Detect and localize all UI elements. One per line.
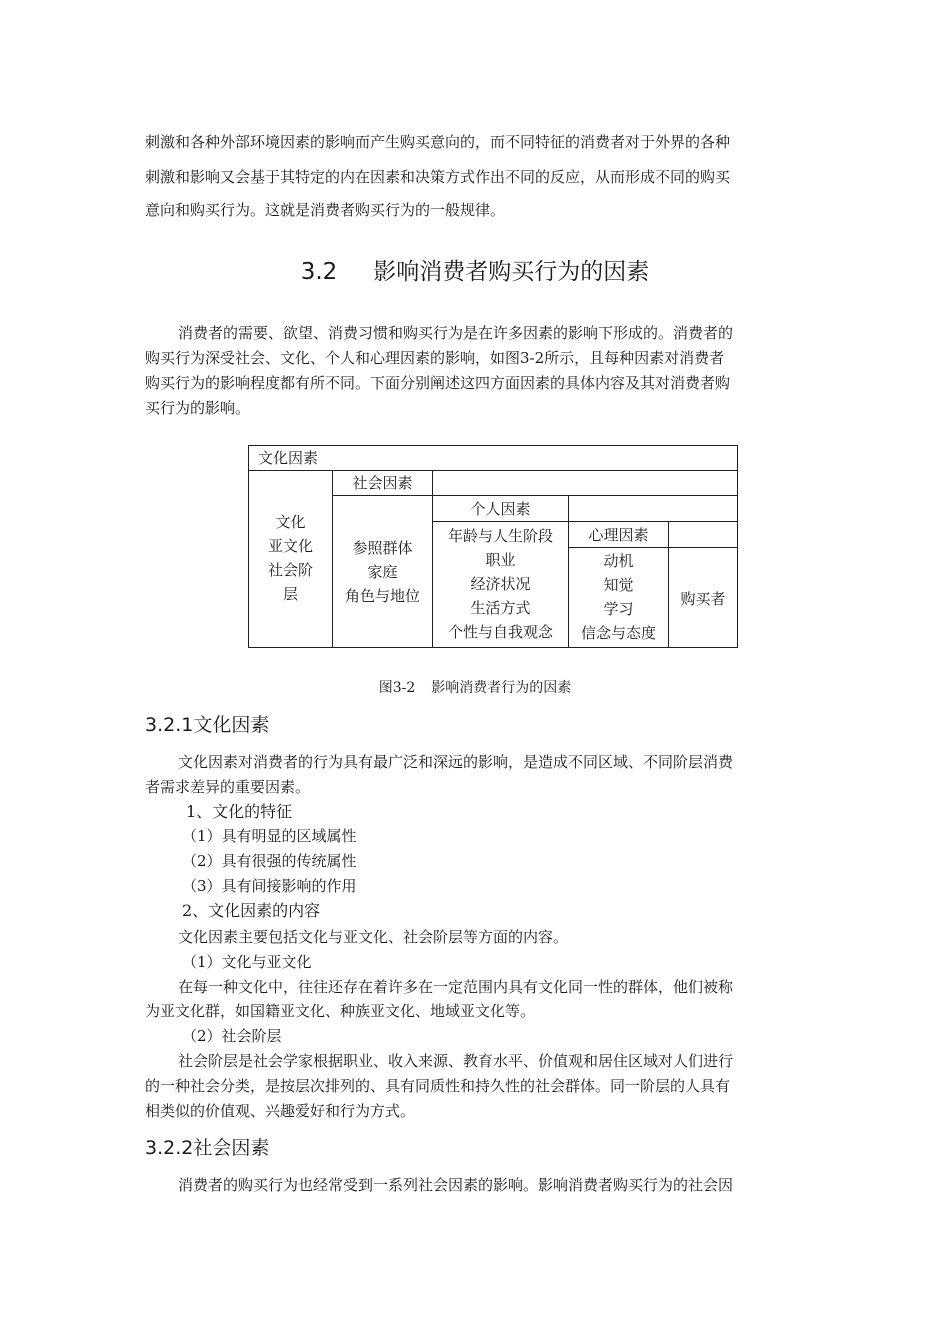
- social-header-cell: [332, 470, 433, 496]
- heading-3-2-1: 3.2.1文化因素: [145, 714, 270, 736]
- section-para-line-1: 消费者的需要、欲望、消费习惯和购买行为是在许多因素的影响下形成的。消费者的: [178, 324, 734, 342]
- section-number: 3.2: [300, 259, 338, 285]
- subsection-1-line-1: 在每一种文化中，往往还存在着许多在一定范围内具有文化同一性的群体，他们被称: [178, 978, 734, 996]
- personal-box: [432, 495, 738, 648]
- culture-header-row: [248, 445, 738, 471]
- subsection-2-line-3: 相类似的价值观、兴趣爱好和行为方式。: [145, 1102, 416, 1120]
- feature-2: （2）具有很强的传统属性: [182, 852, 357, 870]
- social-item: 家庭: [367, 563, 398, 581]
- intro-line-3: 意向和购买行为。这就是消费者购买行为的一般规律。: [145, 201, 506, 219]
- culture-item: 社会阶: [267, 561, 313, 579]
- social-box: [332, 470, 738, 648]
- feature-3: （3）具有间接影响的作用: [182, 877, 357, 895]
- culture-item-2: 2、文化因素的内容: [182, 901, 321, 920]
- feature-1: （1）具有明显的区域属性: [182, 827, 357, 845]
- figure-number: 图3-2: [378, 680, 416, 696]
- social-item: 参照群体: [352, 539, 413, 557]
- culture-item: 层: [282, 585, 298, 603]
- social-intro-line: 消费者的购买行为也经常受到一系列社会因素的影响。影响消费者购买行为的社会因: [178, 1176, 734, 1194]
- intro-line-1: 刺激和各种外部环境因素的影响而产生购买意向的，而不同特征的消费者对于外界的各种: [145, 133, 731, 151]
- psych-item: 信念与态度: [580, 624, 656, 642]
- section-para-line-3: 购买行为的影响程度都有所不同。下面分别阐述这四方面因素的具体内容及其对消费者购: [145, 374, 731, 392]
- figure-caption-text: 影响消费者行为的因素: [431, 680, 572, 696]
- culture-intro-line-1: 文化因素对消费者的行为具有最广泛和深远的影响，是造成不同区域、不同阶层消费: [178, 753, 734, 771]
- personal-items: [432, 524, 569, 644]
- culture-items: [248, 510, 333, 606]
- section-heading: [0, 256, 950, 288]
- buyer-label: 购买者: [680, 590, 726, 608]
- social-item: 角色与地位: [344, 587, 420, 605]
- psych-items: [568, 549, 669, 645]
- personal-item: 职业: [485, 551, 516, 569]
- personal-item: 个性与自我观念: [447, 623, 553, 641]
- psych-item: 知觉: [603, 576, 634, 594]
- psych-header-cell: [568, 521, 669, 548]
- psych-header: 心理因素: [588, 526, 649, 544]
- figure-caption: [0, 678, 950, 698]
- social-items: [332, 536, 433, 608]
- personal-header-cell: [432, 495, 569, 522]
- subsection-1-line-2: 为亚文化群，如国籍亚文化、种族亚文化、地域亚文化等。: [145, 1002, 536, 1020]
- personal-item: 经济状况: [470, 575, 531, 593]
- psych-item: 学习: [603, 600, 634, 618]
- culture-content-intro: 文化因素主要包括文化与亚文化、社会阶层等方面的内容。: [178, 928, 569, 946]
- culture-header: 文化因素: [258, 449, 319, 467]
- subsection-1-title: （1）文化与亚文化: [182, 953, 312, 971]
- culture-item: 亚文化: [267, 537, 313, 555]
- heading-3-2-2: 3.2.2社会因素: [145, 1137, 270, 1159]
- subsection-2-line-2: 的一种社会分类，是按层次排列的、具有同质性和持久性的社会群体。同一阶层的人具有: [145, 1077, 731, 1095]
- psych-box: [568, 521, 738, 648]
- personal-item: 生活方式: [470, 599, 531, 617]
- personal-item: 年龄与人生阶段: [447, 527, 553, 545]
- section-para-line-2: 购买行为深受社会、文化、个人和心理因素的影响，如图3-2所示，且每种因素对消费者: [145, 349, 725, 367]
- social-header: 社会因素: [352, 474, 413, 492]
- subsection-2-title: （2）社会阶层: [182, 1027, 282, 1045]
- culture-item: 文化: [275, 513, 306, 531]
- section-title: 影响消费者购买行为的因素: [373, 259, 650, 285]
- culture-box: [248, 445, 738, 648]
- section-para-line-4: 买行为的影响。: [145, 399, 251, 417]
- psych-item: 动机: [603, 552, 634, 570]
- culture-item-1: 1、文化的特征: [186, 802, 293, 821]
- personal-header: 个人因素: [470, 500, 531, 518]
- buyer-box: [668, 547, 738, 648]
- intro-line-2: 刺激和影响又会基于其特定的内在因素和决策方式作出不同的反应，从而形成不同的购买: [145, 168, 731, 186]
- culture-intro-line-2: 者需求差异的重要因素。: [145, 778, 311, 796]
- subsection-2-line-1: 社会阶层是社会学家根据职业、收入来源、教育水平、价值观和居住区域对人们进行: [178, 1052, 734, 1070]
